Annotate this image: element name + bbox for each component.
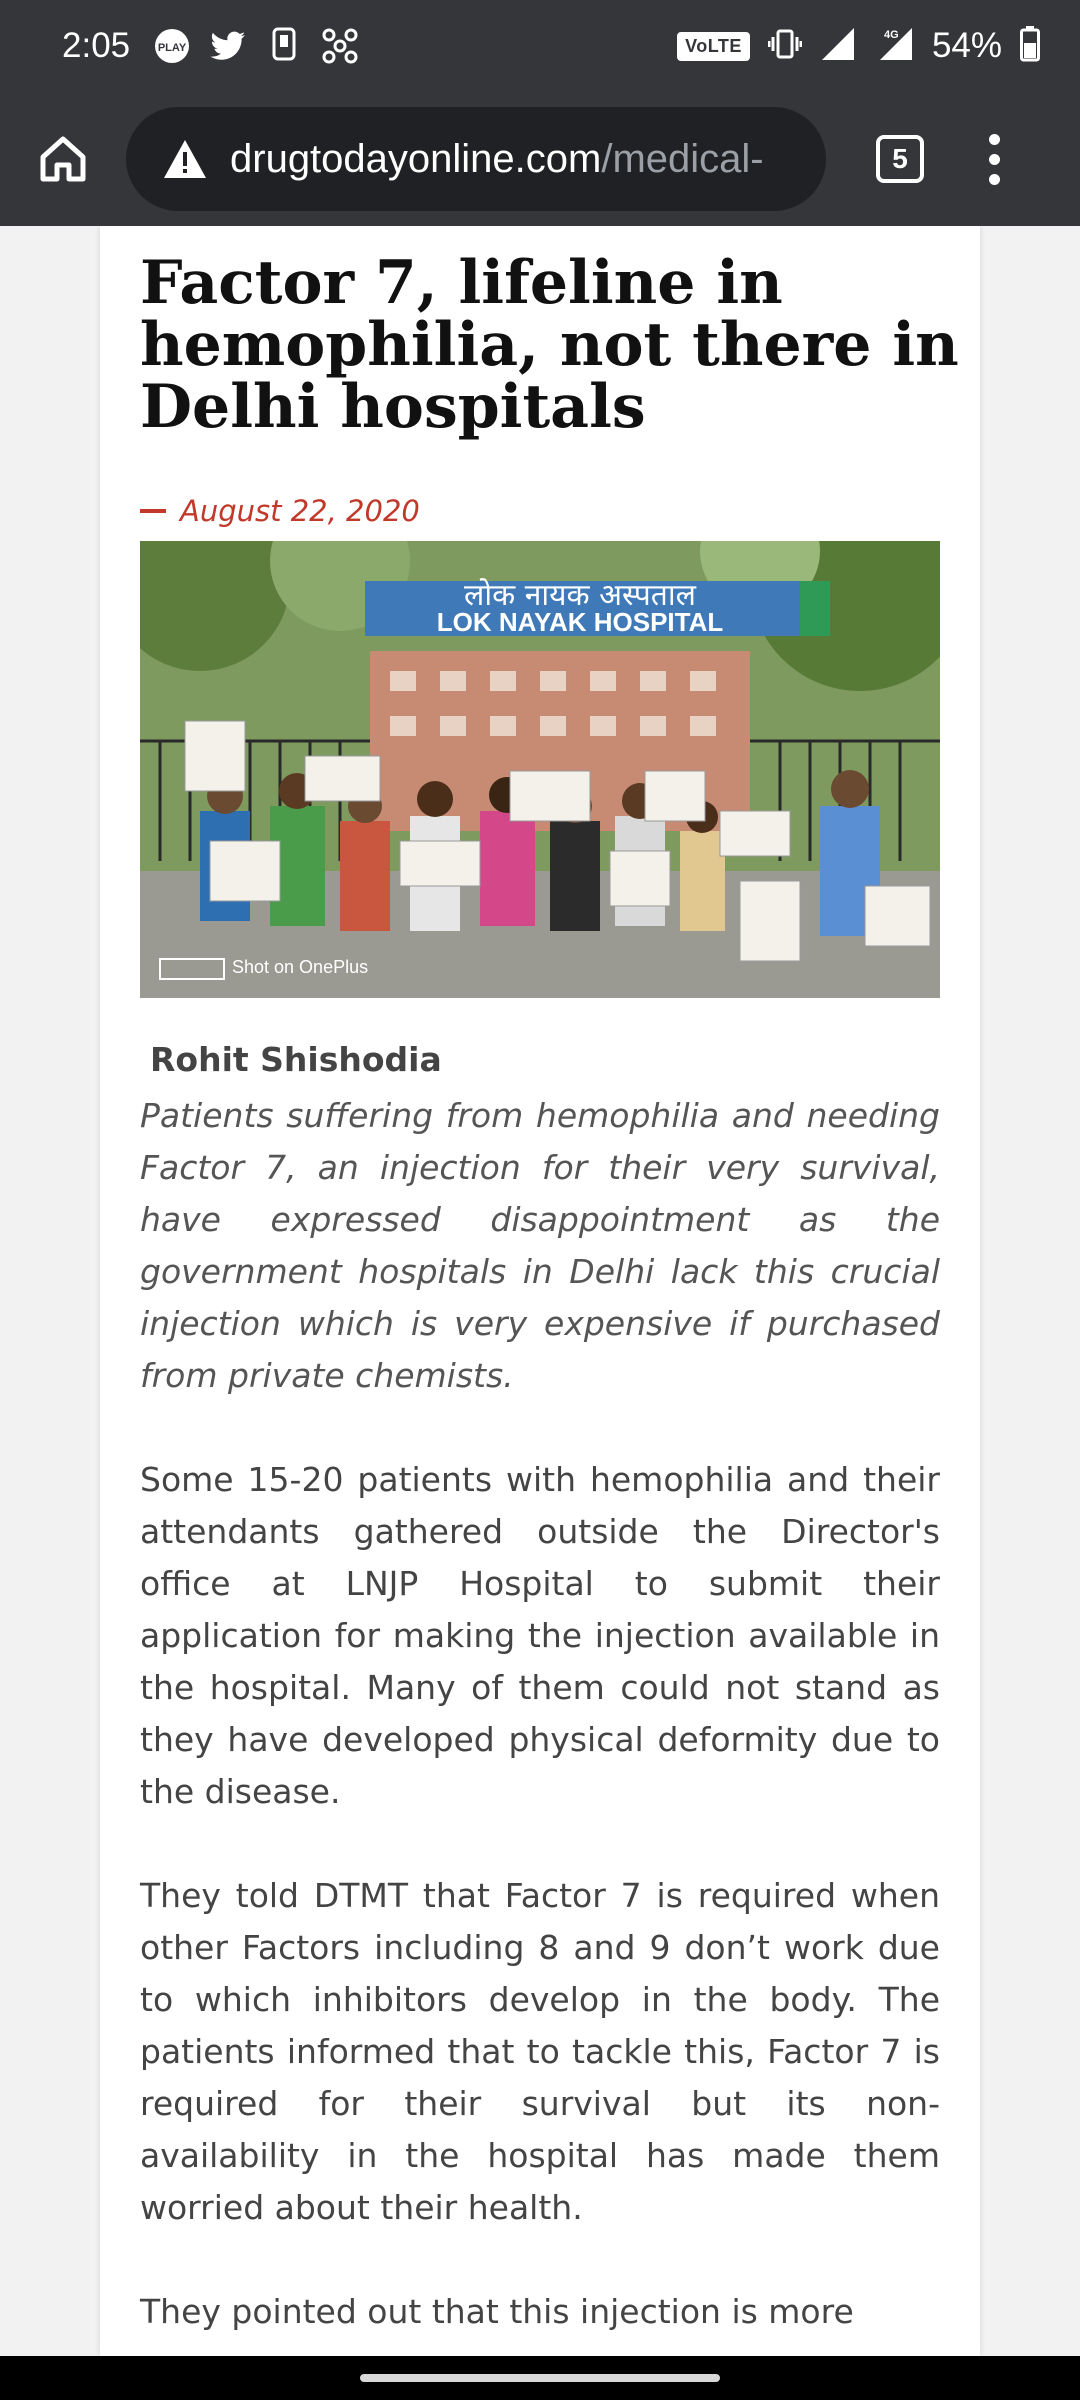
battery-icon <box>1020 26 1040 67</box>
notification-icons <box>152 26 360 66</box>
article-title: Factor 7, lifeline in hemophilia, not there in Delhi hospitals <box>140 248 959 442</box>
play-games-icon <box>152 26 192 66</box>
url-path: /medical- <box>601 136 764 181</box>
article-photo[interactable] <box>140 541 940 998</box>
battery-percent: 54% <box>931 26 1002 65</box>
url-domain: drugtodayonline.com <box>230 136 602 181</box>
navigation-bar <box>0 2356 1080 2400</box>
signal-4g-icon <box>874 26 914 67</box>
twitter-icon <box>208 26 248 66</box>
article-paragraph: They told DTMT that Factor 7 is required when other Factors including 8 and 9 don’t work due to which inhibitors develop in the body. The patients informed that to tackle this, Factor 7 is required for their survival but its non-availability in the hospital has made them worried about their health. <box>140 1876 940 2227</box>
vibrate-icon <box>768 27 802 66</box>
web-page[interactable] <box>0 226 1080 2356</box>
signal-icon <box>820 26 856 67</box>
tab-switcher-button[interactable]: 5 <box>876 135 924 183</box>
system-icons <box>677 26 1040 67</box>
network-icon <box>320 26 360 66</box>
menu-dot <box>989 154 1000 165</box>
date-dash <box>140 509 166 513</box>
overflow-menu-button[interactable] <box>974 124 1014 194</box>
article-paragraph: They pointed out that this injection is more <box>140 2292 854 2331</box>
menu-dot <box>989 134 1000 145</box>
date-text: August 22, 2020 <box>180 494 420 528</box>
svg-text:PLAY: PLAY <box>157 42 187 54</box>
article-paragraph: Some 15-20 patients with hemophilia and their attendants gathered outside the Director's office at LNJP Hospital to submit their application for making the injection available in the hospital. Many of them could not stand as they have developed physical deformity due to the disease. <box>140 1460 940 1811</box>
menu-dot <box>989 174 1000 185</box>
volte-badge: VoLTE <box>677 32 750 61</box>
address-bar[interactable] <box>126 107 826 211</box>
home-icon <box>37 133 89 185</box>
warning-icon[interactable] <box>162 138 208 180</box>
gesture-handle[interactable] <box>360 2374 720 2382</box>
photo-watermark: Shot on OnePlus <box>232 957 369 977</box>
usb-debug-icon <box>264 26 304 66</box>
sign-english: LOK NAYAK HOSPITAL <box>436 607 724 637</box>
article <box>100 226 980 2356</box>
url-text[interactable] <box>230 137 764 182</box>
status-bar <box>0 0 1080 92</box>
author-byline: Rohit Shishodia <box>150 1040 442 1079</box>
browser-toolbar <box>0 92 1080 226</box>
status-time: 2:05 <box>62 26 131 65</box>
sign-hindi: लोक नायक अस्पताल <box>464 578 696 613</box>
article-date[interactable] <box>140 494 420 528</box>
article-lead: Patients suffering from hemophilia and needing Factor 7, an injection for their very survival, have expressed disappointment as the government hospitals in Delhi lack this crucial injection which is very expensive if purchased from private chemists. <box>140 1096 940 1395</box>
home-button[interactable] <box>28 124 98 194</box>
network-type-label: 4G <box>883 28 899 41</box>
